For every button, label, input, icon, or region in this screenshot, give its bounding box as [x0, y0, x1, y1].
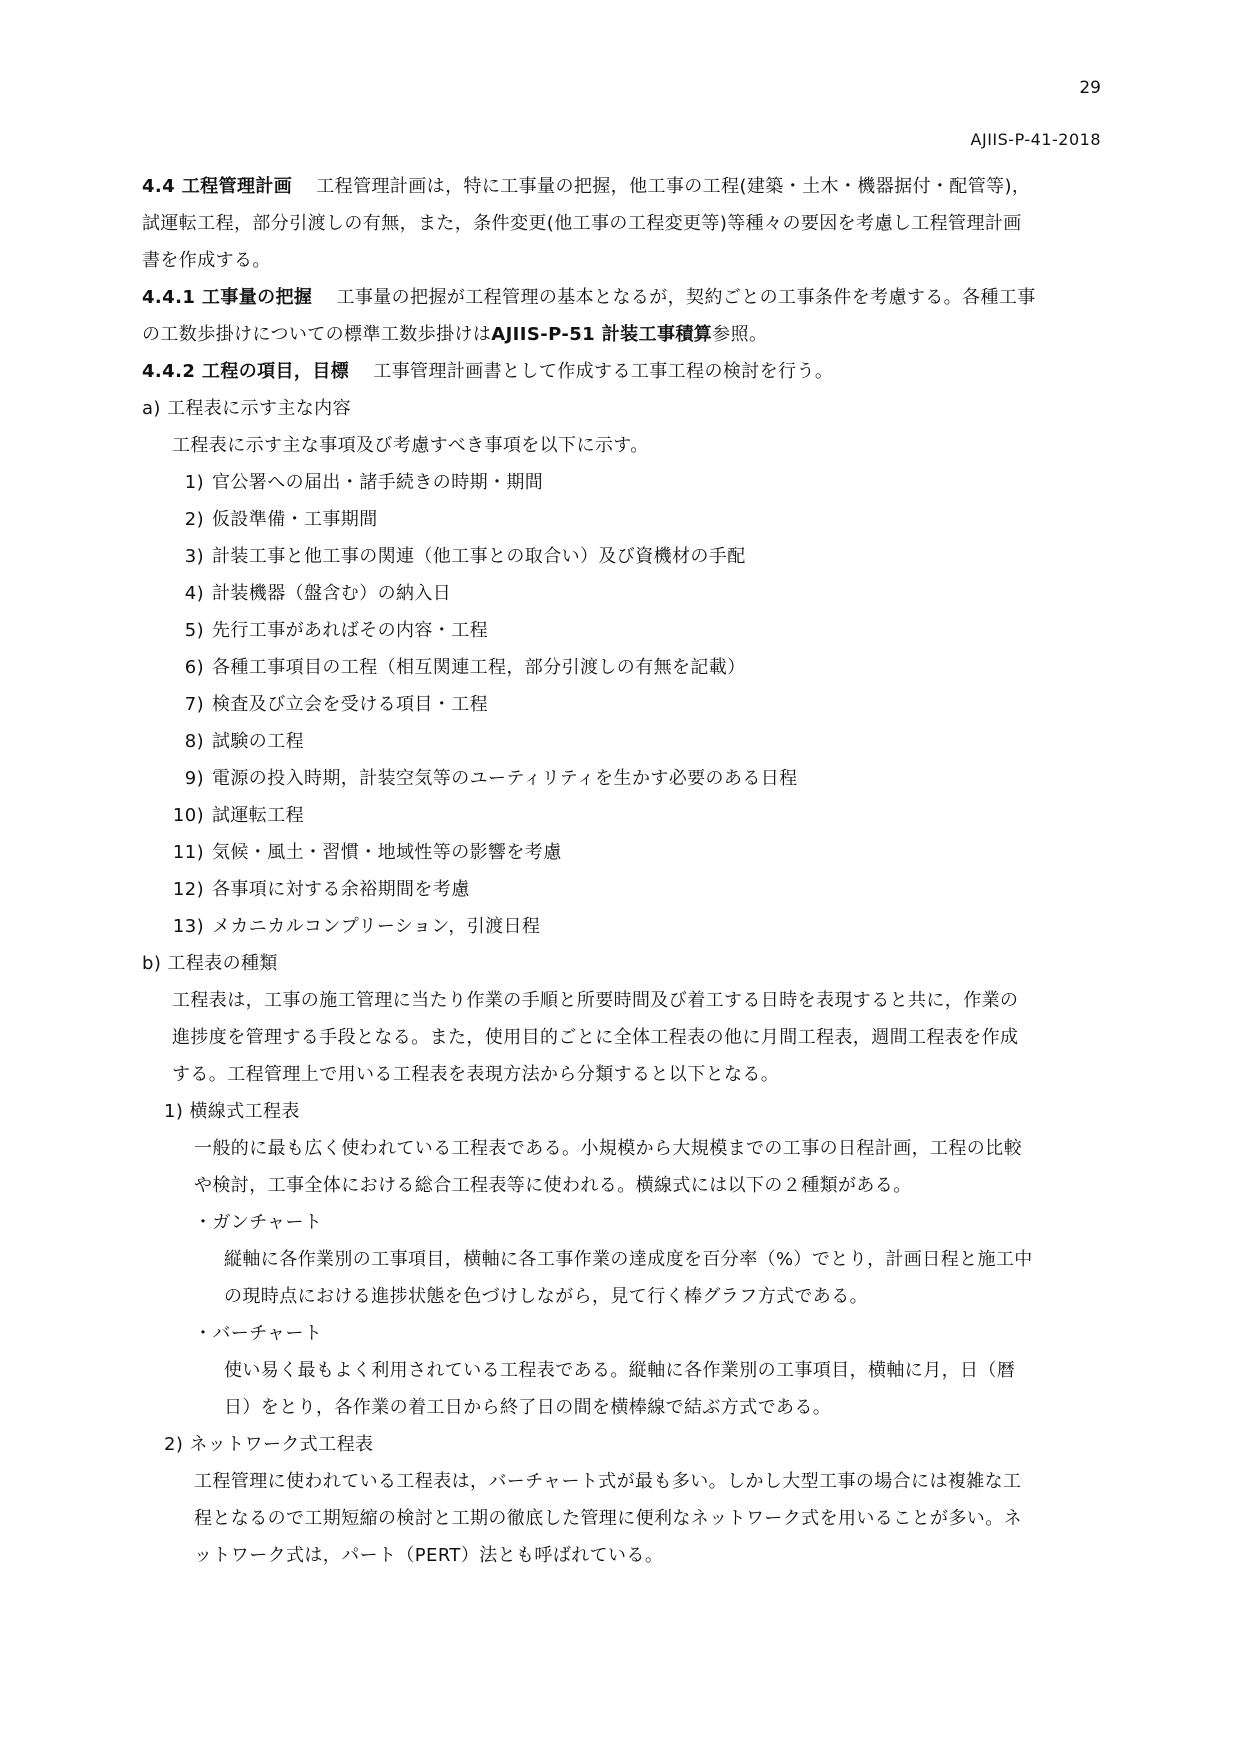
list-item-number: 2): [184, 509, 204, 530]
item-b-text-1: 工程表は，工事の施工管理に当たり作業の手順と所要時間及び着工する日時を表現すると共に，作業の: [172, 990, 1019, 1011]
list-item-number: 10): [172, 805, 204, 826]
list-item: [142, 538, 1102, 575]
section-4-4-1-heading: 4.4.1 工事量の把握: [142, 287, 313, 308]
item-b-sub-2-label: 2) ネットワーク式工程表: [164, 1434, 374, 1455]
list-item-text: 電源の投入時期，計装空気等のユーティリティを生かす必要のある日程: [212, 768, 798, 789]
section-4-4-1-text-1: 工事量の把握が工程管理の基本となるが，契約ごとの工事条件を考慮する。各種工事: [336, 287, 1036, 308]
item-b-label: b) 工程表の種類: [142, 953, 278, 974]
list-item-number: 11): [172, 842, 204, 863]
item-b-sub-2-text-2: 程となるので工期短縮の検討と工期の徹底した管理に便利なネットワーク式を用いることが多い。ネ: [194, 1508, 1022, 1529]
list-item-number: 7): [184, 694, 204, 715]
item-b-sub-1-text-1: 一般的に最も広く使われている工程表である。小規模から大規模までの工事の日程計画，工程の比較: [194, 1138, 1022, 1159]
list-item-number: 1): [184, 472, 204, 493]
section-4-4-2-heading: 4.4.2 工程の項目，目標: [142, 361, 350, 382]
item-a-intro: 工程表に示す主な事項及び考慮すべき事項を以下に示す。: [172, 435, 649, 456]
section-4-4-1-text-2-post: 参照。: [712, 324, 768, 345]
item-b-sub-2: [142, 1426, 1102, 1574]
item-b-sub-1-text-2: や検討，工事全体における総合工程表等に使われる。横線式には以下の２種類がある。: [194, 1175, 912, 1196]
item-b-sub-2-text-3: ットワーク式は，パート（PERT）法とも呼ばれている。: [194, 1545, 664, 1566]
section-4-4-text-1: 工程管理計画は，特に工事量の把握，他工事の工程(建築・土木・機器据付・配管等)，: [316, 176, 1031, 197]
item-b-text-2: 進捗度を管理する手段となる。また，使用目的ごとに全体工程表の他に月間工程表，週間工程表を作成: [172, 1027, 1019, 1048]
section-4-4-1-text-2-pre: の工数歩掛けについての標準工数歩掛けは: [142, 324, 492, 345]
list-item: [142, 797, 1102, 834]
item-b-sub-1: [142, 1093, 1102, 1426]
item-b-text-3: する。工程管理上で用いる工程表を表現方法から分類すると以下となる。: [172, 1064, 780, 1085]
document-id: AJIIS-P-41-2018: [970, 130, 1101, 149]
item-b-sub-2-text-1: 工程管理に使われている工程表は，バーチャート式が最も多い。しかし大型工事の場合には複雑な工: [194, 1471, 1022, 1492]
section-4-4-text-3: 書を作成する。: [142, 250, 271, 271]
list-item-number: 13): [172, 916, 204, 937]
list-item-number: 12): [172, 879, 204, 900]
list-item-number: 3): [184, 546, 204, 567]
list-item: [142, 908, 1102, 945]
section-4-4-2: [142, 353, 1102, 390]
list-item: [142, 871, 1102, 908]
list-item-text: 試験の工程: [212, 731, 304, 752]
list-item-text: メカニカルコンプリーション，引渡日程: [212, 916, 541, 937]
list-item-text: 気候・風土・習慣・地域性等の影響を考慮: [212, 842, 562, 863]
section-4-4-text-2: 試運転工程，部分引渡しの有無，また，条件変更(他工事の工程変更等)等種々の要因を考慮し工程管理計画: [142, 213, 1022, 234]
list-item-text: 計装工事と他工事の関連（他工事との取合い）及び資機材の手配: [212, 546, 746, 567]
list-item-text: 先行工事があればその内容・工程: [212, 620, 488, 641]
list-item-number: 5): [184, 620, 204, 641]
section-4-4-1-reference: AJIIS-P-51 計装工事積算: [491, 324, 713, 345]
item-a-label: a) 工程表に示す主な内容: [142, 398, 351, 419]
bar-chart-text-1: 使い易く最もよく利用されている工程表である。縦軸に各作業別の工事項目，横軸に月，日（暦: [224, 1360, 1016, 1381]
list-item: [142, 834, 1102, 871]
page-number: 29: [1079, 78, 1101, 98]
list-item-number: 9): [184, 768, 204, 789]
list-item: [142, 723, 1102, 760]
item-b-sub-1-label: 1) 横線式工程表: [164, 1101, 300, 1122]
list-item: [142, 649, 1102, 686]
list-item-text: 検査及び立会を受ける項目・工程: [212, 694, 488, 715]
list-item-text: 仮設準備・工事期間: [212, 509, 378, 530]
list-item-number: 8): [184, 731, 204, 752]
section-4-4: [142, 168, 1102, 279]
list-item-number: 4): [184, 583, 204, 604]
gantt-chart-text-1: 縦軸に各作業別の工事項目，横軸に各工事作業の達成度を百分率（%）でとり，計画日程と施工中: [224, 1249, 1033, 1270]
list-item: [142, 501, 1102, 538]
list-item: [142, 464, 1102, 501]
list-item-text: 試運転工程: [212, 805, 304, 826]
list-item-text: 各事項に対する余裕期間を考慮: [212, 879, 470, 900]
section-4-4-heading: 4.4 工程管理計画: [142, 176, 293, 197]
list-item-number: 6): [184, 657, 204, 678]
bar-chart-title: ・バーチャート: [194, 1323, 323, 1344]
list-item: [142, 686, 1102, 723]
item-a-list: [142, 464, 1102, 945]
list-item: [142, 760, 1102, 797]
document-body: [142, 168, 1102, 1574]
list-item: [142, 575, 1102, 612]
section-4-4-1: [142, 279, 1102, 353]
item-b: [142, 945, 1102, 1574]
gantt-chart-text-2: の現時点における進捗状態を色づけしながら，見て行く棒グラフ方式である。: [224, 1286, 868, 1307]
list-item-text: 各種工事項目の工程（相互関連工程，部分引渡しの有無を記載）: [212, 657, 746, 678]
bar-chart-text-2: 日）をとり，各作業の着工日から終了日の間を横棒線で結ぶ方式である。: [224, 1397, 832, 1418]
section-4-4-2-text-1: 工事管理計画書として作成する工事工程の検討を行う。: [373, 361, 834, 382]
gantt-chart-title: ・ガンチャート: [194, 1212, 323, 1233]
list-item: [142, 612, 1102, 649]
item-a: [142, 390, 1102, 945]
list-item-text: 計装機器（盤含む）の納入日: [212, 583, 452, 604]
list-item-text: 官公署への届出・諸手続きの時期・期間: [212, 472, 544, 493]
